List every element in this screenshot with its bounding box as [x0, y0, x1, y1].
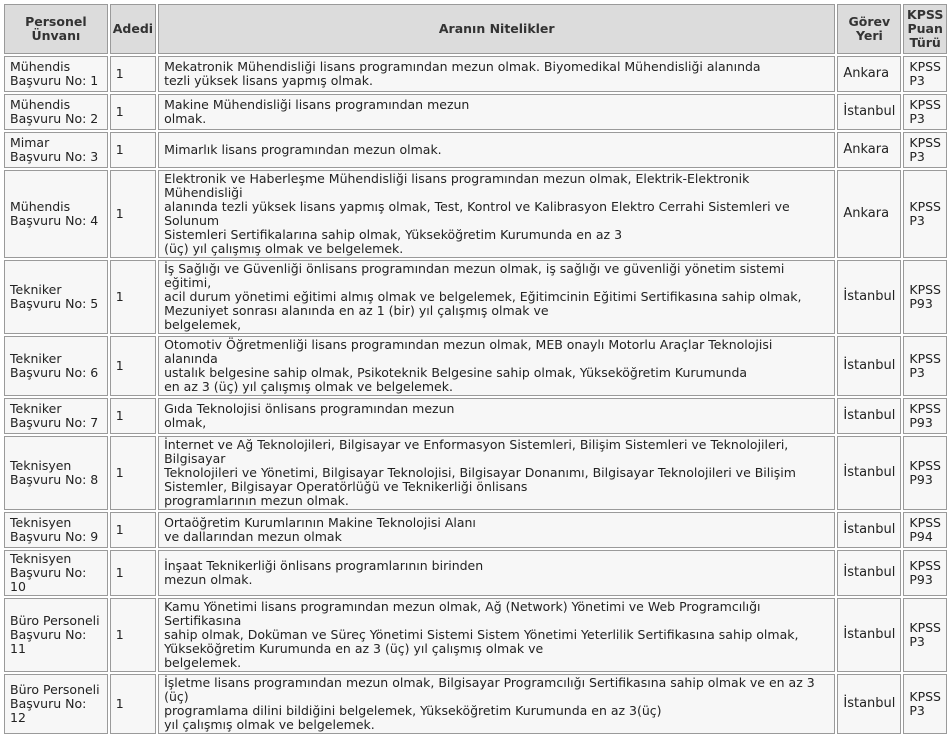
- table-row: [4, 56, 947, 92]
- kpss-type-cell: KPSS P93: [903, 550, 947, 596]
- quantity-cell: 1: [110, 56, 156, 92]
- quantity-cell: 1: [110, 550, 156, 596]
- location-cell: Ankara: [837, 170, 901, 258]
- header-quantity: Adedi: [110, 4, 156, 54]
- table-row: [4, 170, 947, 258]
- position-cell: Mühendis Başvuru No: 2: [4, 94, 108, 130]
- header-position: Personel Ünvanı: [4, 4, 108, 54]
- quantity-cell: 1: [110, 674, 156, 734]
- kpss-type-cell: KPSS P3: [903, 132, 947, 168]
- table-row: [4, 336, 947, 396]
- location-cell: İstanbul: [837, 398, 901, 434]
- position-cell: Teknisyen Başvuru No: 8: [4, 436, 108, 510]
- header-kpss-type: KPSS Puan Türü: [903, 4, 947, 54]
- table-row: [4, 512, 947, 548]
- requirements-cell: İnşaat Teknikerliği önlisans programlarının birinden mezun olmak.: [158, 550, 835, 596]
- table-row: [4, 94, 947, 130]
- requirements-cell: Otomotiv Öğretmenliği lisans programından mezun olmak, MEB onaylı Motorlu Araçlar Teknolojisi alanında ustalık belgesine sahip olmak, Psikoteknik Belgesine sahip olmak, Yükseköğretim Kurumunda en az 3 (üç) yıl çalışmış olmak ve belgelemek.: [158, 336, 835, 396]
- kpss-type-cell: KPSS P3: [903, 674, 947, 734]
- header-location: Görev Yeri: [837, 4, 901, 54]
- quantity-cell: 1: [110, 132, 156, 168]
- location-cell: İstanbul: [837, 598, 901, 672]
- position-cell: Teknisyen Başvuru No: 10: [4, 550, 108, 596]
- location-cell: İstanbul: [837, 260, 901, 334]
- position-cell: Tekniker Başvuru No: 7: [4, 398, 108, 434]
- position-cell: Teknisyen Başvuru No: 9: [4, 512, 108, 548]
- quantity-cell: 1: [110, 170, 156, 258]
- location-cell: Ankara: [837, 132, 901, 168]
- position-cell: Tekniker Başvuru No: 6: [4, 336, 108, 396]
- location-cell: İstanbul: [837, 512, 901, 548]
- header-requirements: Aranın Nitelikler: [158, 4, 835, 54]
- requirements-cell: Kamu Yönetimi lisans programından mezun olmak, Ağ (Network) Yönetimi ve Web Programcılığı Sertifikasına sahip olmak, Doküman ve Süreç Yönetimi Sistemi Sistem Yönetimi Yeterlilik Sertifikasına sahip olmak, Yükseköğretim Kurumunda en az 3 (üç) yıl çalışmış olmak ve belgelemek.: [158, 598, 835, 672]
- location-cell: Ankara: [837, 56, 901, 92]
- table-row: [4, 598, 947, 672]
- location-cell: İstanbul: [837, 436, 901, 510]
- quantity-cell: 1: [110, 436, 156, 510]
- requirements-cell: İnternet ve Ağ Teknolojileri, Bilgisayar ve Enformasyon Sistemleri, Bilişim Sistemleri ve Teknolojileri, Bilgisayar Teknolojileri ve Yönetimi, Bilgisayar Teknolojisi, Bilgisayar Donanımı, Bilgisayar Teknolojileri ve Bilişim Sistemler, Bilgisayar Operatörlüğü ve Teknikerliği önlisans programlarının mezun olmak.: [158, 436, 835, 510]
- kpss-type-cell: KPSS P94: [903, 512, 947, 548]
- position-cell: Mühendis Başvuru No: 4: [4, 170, 108, 258]
- quantity-cell: 1: [110, 336, 156, 396]
- position-cell: Mühendis Başvuru No: 1: [4, 56, 108, 92]
- location-cell: İstanbul: [837, 674, 901, 734]
- table-header-row: [4, 4, 947, 54]
- quantity-cell: 1: [110, 260, 156, 334]
- job-requirements-table: [2, 2, 949, 736]
- table-row: [4, 260, 947, 334]
- requirements-cell: İşletme lisans programından mezun olmak, Bilgisayar Programcılığı Sertifikasına sahip olmak ve en az 3 (üç) programlama dilini bildiğini belgelemek, Yükseköğretim Kurumunda en az 3(üç) yıl çalışmış olmak ve belgelemek.: [158, 674, 835, 734]
- table-row: [4, 398, 947, 434]
- quantity-cell: 1: [110, 94, 156, 130]
- kpss-type-cell: KPSS P3: [903, 336, 947, 396]
- kpss-type-cell: KPSS P93: [903, 398, 947, 434]
- table-row: [4, 550, 947, 596]
- requirements-cell: Gıda Teknolojisi önlisans programından mezun olmak,: [158, 398, 835, 434]
- kpss-type-cell: KPSS P3: [903, 170, 947, 258]
- position-cell: Büro Personeli Başvuru No: 11: [4, 598, 108, 672]
- table-row: [4, 436, 947, 510]
- kpss-type-cell: KPSS P3: [903, 56, 947, 92]
- position-cell: Mimar Başvuru No: 3: [4, 132, 108, 168]
- quantity-cell: 1: [110, 398, 156, 434]
- requirements-cell: Elektronik ve Haberleşme Mühendisliği lisans programından mezun olmak, Elektrik-Elektronik Mühendisliği alanında tezli yüksek lisans yapmış olmak, Test, Kontrol ve Kalibrasyon Elektro Cerrahi Sistemleri ve Solunum Sistemleri Sertifikalarına sahip olmak, Yükseköğretim Kurumunda en az 3 (üç) yıl çalışmış olmak ve belgelemek.: [158, 170, 835, 258]
- kpss-type-cell: KPSS P93: [903, 260, 947, 334]
- table-row: [4, 674, 947, 734]
- requirements-cell: Ortaöğretim Kurumlarının Makine Teknolojisi Alanı ve dallarından mezun olmak: [158, 512, 835, 548]
- quantity-cell: 1: [110, 598, 156, 672]
- requirements-cell: Mekatronik Mühendisliği lisans programından mezun olmak. Biyomedikal Mühendisliği alanında tezli yüksek lisans yapmış olmak.: [158, 56, 835, 92]
- position-cell: Tekniker Başvuru No: 5: [4, 260, 108, 334]
- kpss-type-cell: KPSS P3: [903, 598, 947, 672]
- location-cell: İstanbul: [837, 550, 901, 596]
- location-cell: İstanbul: [837, 94, 901, 130]
- kpss-type-cell: KPSS P3: [903, 94, 947, 130]
- requirements-cell: İş Sağlığı ve Güvenliği önlisans programından mezun olmak, iş sağlığı ve güvenliği yönetim sistemi eğitimi, acil durum yönetimi eğitimi almış olmak ve belgelemek, Eğitimcinin Eğitimi Sertifikasına sahip olmak, Mezuniyet sonrası alanında en az 1 (bir) yıl çalışmış olmak ve belgelemek,: [158, 260, 835, 334]
- table-row: [4, 132, 947, 168]
- position-cell: Büro Personeli Başvuru No: 12: [4, 674, 108, 734]
- quantity-cell: 1: [110, 512, 156, 548]
- location-cell: İstanbul: [837, 336, 901, 396]
- requirements-cell: Makine Mühendisliği lisans programından mezun olmak.: [158, 94, 835, 130]
- kpss-type-cell: KPSS P93: [903, 436, 947, 510]
- requirements-cell: Mimarlık lisans programından mezun olmak.: [158, 132, 835, 168]
